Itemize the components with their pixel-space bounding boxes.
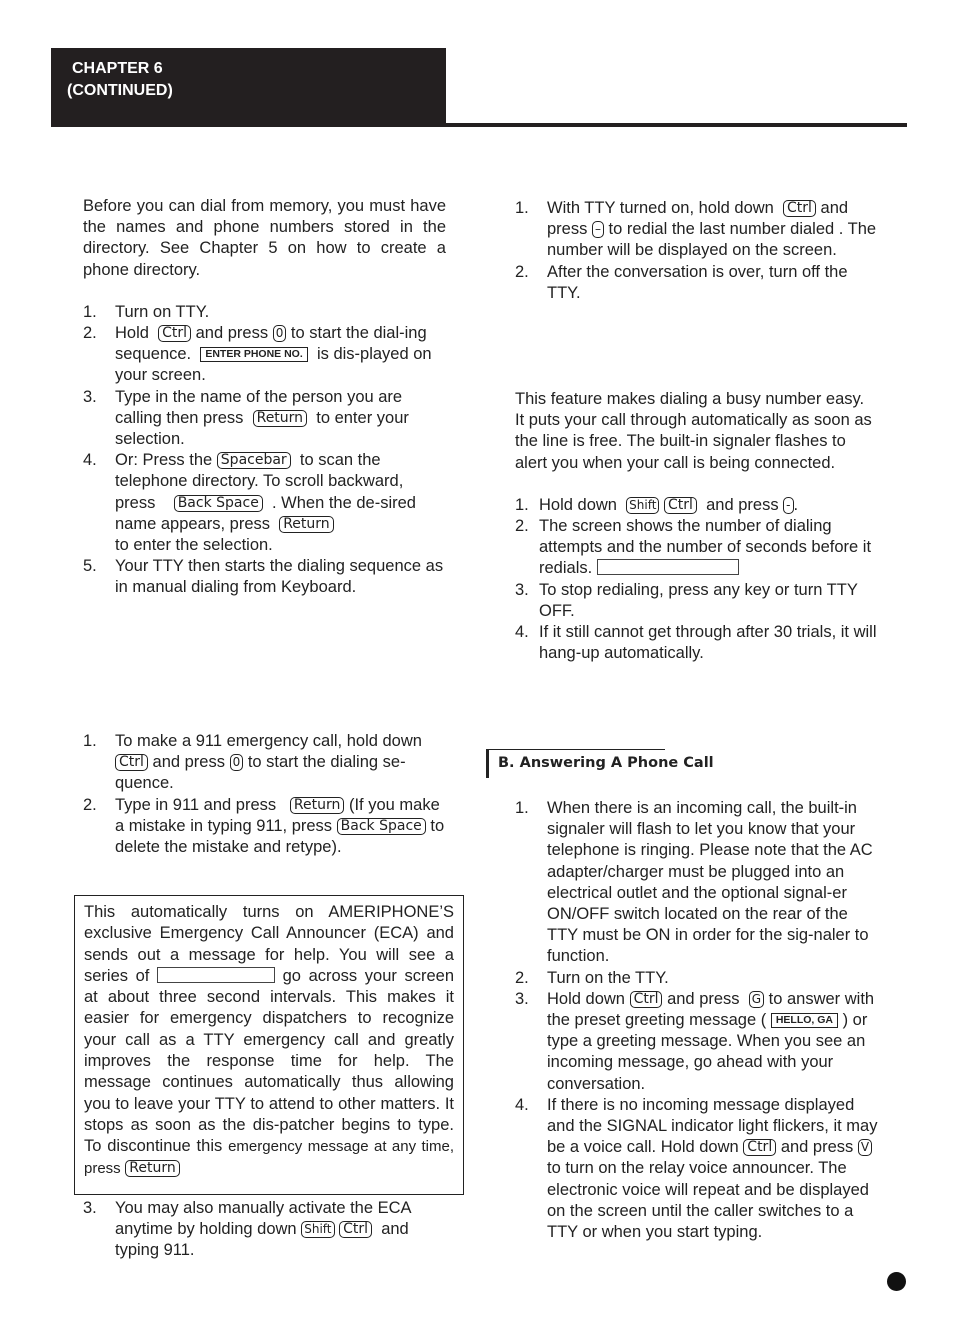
ctrl-key: Ctrl: [158, 325, 191, 342]
answer-section: [515, 798, 879, 1243]
auto-redial-section: [515, 389, 877, 664]
emergency-step-3-block: [83, 1198, 446, 1262]
ctrl-key: Ctrl: [783, 200, 816, 217]
ctrl-key: Ctrl: [630, 991, 663, 1008]
redial-step-2: 2. After the conversation is over, turn off the TTY.: [515, 262, 848, 302]
redial-step-1: 1. With TTY turned on, hold down Ctrl and press – to redial the last number dialed . The number will be displayed on the screen.: [515, 199, 877, 260]
enter-phone-screen-text: ENTER PHONE NO.: [200, 347, 307, 362]
emergency-step-1: 1. To make a 911 emergency call, hold down Ctrl and press 0 to start the dialing se-quence.: [83, 732, 422, 793]
backspace-key: Back Space: [174, 495, 263, 512]
return-key: Return: [290, 797, 344, 814]
eca-note-box: This automatically turns on AMERIPHONE’S exclusive Emergency Call Announcer (ECA) and sends out a message for help. You will see a series of go across your screen at about three second intervals. This makes it easier for emergency dispatchers to recognize your call as a TTY emergency call and greatly improves the response time for help. The message continues automatically thus allowing you to leave your TTY to attend to other matters. It stops as soon as the dis-patcher begins to type. To discontinue this emergency message at any time, press Return: [74, 895, 464, 1195]
chapter-subtitle: (CONTINUED): [67, 82, 173, 99]
header-rule: [446, 123, 907, 127]
memory-steps: [83, 302, 446, 599]
return-key: Return: [253, 410, 307, 427]
redial-steps: [515, 198, 877, 304]
emergency-step-2: 2. Type in 911 and press Return (If you make a mistake in typing 911, press Back Space to delete the mistake and retype).: [83, 795, 445, 857]
ctrl-key: Ctrl: [339, 1221, 372, 1238]
section-b-heading: B. Answering A Phone Call: [486, 749, 665, 778]
answer-step-2: 2. Turn on the TTY.: [515, 968, 669, 987]
emergency-step-3: 3. You may also manually activate the ECA anytime by holding down Shift Ctrl and typing 911.: [83, 1199, 411, 1260]
answer-step-1: 1. When there is an incoming call, the built-in signaler will flash to let you know that your telephone is ringing. Please note that the AC adapter/charger must be plugged into an electrical outlet and the optional signal-er ON/OFF switch located on the rear of the TTY must be ON in order for the sig-naler to function.: [515, 799, 873, 966]
memory-step-1: 1. Turn on TTY.: [83, 302, 210, 321]
zero-key: 0: [230, 754, 244, 771]
memory-step-3: 3. Type in the name of the person you are calling then press Return to enter your selection.: [83, 387, 409, 449]
minus-key: –: [592, 221, 604, 238]
ctrl-key: Ctrl: [664, 497, 697, 514]
memory-step-5: 5. Your TTY then starts the dialing sequence as in manual dialing from Keyboard.: [83, 557, 444, 597]
memory-intro: Before you can dial from memory, you must have the names and phone numbers stored in the directory. See Chapter 5 on how to create a phone directory.: [83, 197, 446, 279]
memory-dial-section: [83, 196, 446, 599]
ctrl-key: Ctrl: [115, 754, 148, 771]
zero-key: 0: [273, 325, 287, 342]
emergency-section: [83, 731, 446, 858]
auto-step-3: 3. To stop redialing, press any key or turn TTY OFF.: [515, 580, 858, 620]
screen-blank-field: [597, 559, 739, 575]
v-key: V: [858, 1139, 872, 1156]
redial-section: [515, 198, 877, 304]
auto-redial-steps: [515, 495, 877, 665]
emergency-steps: [83, 731, 446, 858]
chapter-title: CHAPTER 6: [72, 60, 163, 77]
memory-step-2: 2. Hold Ctrl and press 0 to start the dial-ing sequence. ENTER PHONE NO. is dis-played on your screen.: [83, 324, 432, 385]
answer-step-3: 3. Hold down Ctrl and press G to answer with the preset greeting message ( HELLO, GA ) or type a greeting message. When you see an incoming message, go ahead with your conversation.: [515, 989, 875, 1093]
return-key: Return: [125, 1160, 179, 1177]
g-key: G: [749, 991, 764, 1008]
screen-blank-field: [157, 967, 275, 983]
auto-redial-intro: This feature makes dialing a busy number easy. It puts your call through automatically as soon as the line is free. The built-in signaler flashes to alert you when your call is being connected.: [515, 390, 872, 472]
ctrl-key: Ctrl: [743, 1139, 776, 1156]
shift-key: Shift: [626, 497, 659, 514]
answer-step-4: 4. If there is no incoming message displayed and the SIGNAL indicator light flickers, it may be a voice call. Hold down Ctrl and press V to turn on the relay voice announcer. The electronic voice will repeat and be displayed on the screen until the caller switches to a TTY or when you start typing.: [515, 1095, 878, 1242]
backspace-key: Back Space: [337, 818, 426, 835]
auto-step-4: 4. If it still cannot get through after 30 trials, it will hang-up automatically.: [515, 623, 877, 663]
auto-step-2: 2. The screen shows the number of dialing attempts and the number of seconds before it redials.: [515, 517, 872, 578]
auto-step-1: 1. Hold down Shift Ctrl and press - .: [515, 495, 799, 514]
dash-key: -: [783, 497, 793, 514]
page-marker-dot: [887, 1272, 906, 1291]
memory-step-4: 4. Or: Press the Spacebar to scan the telephone directory. To scroll backward, press Back Space . When the de-sired name appears, press Return to enter the selection.: [83, 451, 416, 555]
shift-key: Shift: [301, 1221, 334, 1238]
return-key: Return: [279, 516, 333, 533]
hello-ga-screen-text: HELLO, GA: [771, 1013, 838, 1028]
spacebar-key: Spacebar: [217, 452, 291, 469]
answer-steps: [515, 798, 879, 1243]
chapter-label: [67, 58, 173, 102]
